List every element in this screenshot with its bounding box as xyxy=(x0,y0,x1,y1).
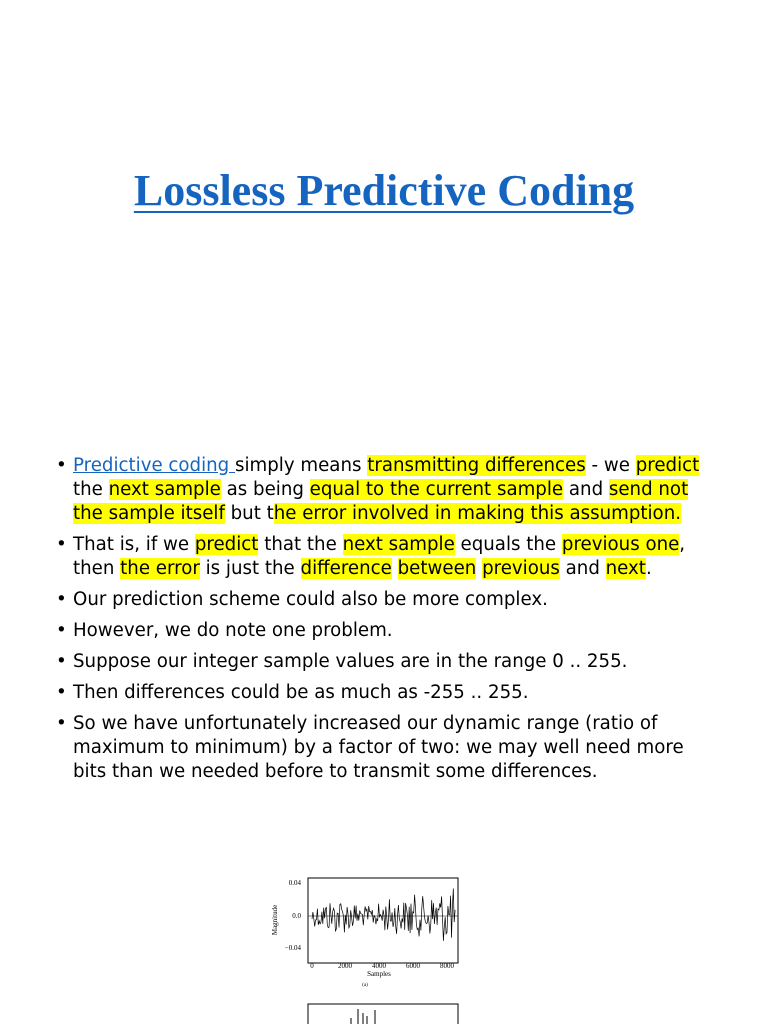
bullet-text: . xyxy=(645,558,652,579)
waveform-figure xyxy=(268,868,468,1024)
x-tick-label: 6000 xyxy=(406,962,420,970)
bullet-text: simply means xyxy=(235,455,368,476)
highlighted-text: next sample xyxy=(108,479,221,500)
bullet-text: Suppose our integer sample values are in the range 0 .. 255. xyxy=(73,651,628,672)
predictive-coding-link[interactable]: Predictive coding xyxy=(73,455,236,476)
bullet-text: and xyxy=(559,558,606,579)
x-axis-label: Samples xyxy=(367,970,391,978)
bullet-item xyxy=(56,533,716,581)
bullet-list xyxy=(56,454,716,791)
bullet-text: as being xyxy=(220,479,310,500)
bullet-text: equals the xyxy=(454,534,562,555)
bullet-text: Our prediction scheme could also be more complex. xyxy=(73,589,548,610)
bullet-item xyxy=(56,712,716,784)
bullet-text: but t xyxy=(224,503,274,524)
bullet-text: , then xyxy=(73,534,686,579)
bullet-item xyxy=(56,650,716,674)
y-axis-label: Magnitude xyxy=(271,904,279,936)
plot-frame xyxy=(308,878,458,963)
bullet-text: Then differences could be as much as -255 .. 255. xyxy=(73,682,529,703)
bullet-item xyxy=(56,681,716,705)
highlighted-text: send not the sample itself xyxy=(73,479,689,524)
bullet-text: That is, if we xyxy=(73,534,195,555)
y-tick-label: 0.0 xyxy=(292,912,301,920)
bullet-item xyxy=(56,619,716,643)
highlighted-text: equal to the current sample xyxy=(309,479,564,500)
highlighted-text: predict xyxy=(635,455,700,476)
x-tick-label: 2000 xyxy=(338,962,352,970)
highlighted-text: he error involved in making this assumption. xyxy=(273,503,681,524)
waveform-line xyxy=(312,889,455,941)
highlighted-text: next xyxy=(605,558,646,579)
figure-caption: (a) xyxy=(362,983,368,988)
bullet-text: - we xyxy=(585,455,636,476)
highlighted-text: between xyxy=(397,558,477,579)
bullet-text: and xyxy=(563,479,609,500)
highlighted-text: predict xyxy=(194,534,259,555)
highlighted-text: next sample xyxy=(342,534,455,555)
highlighted-text: previous one xyxy=(561,534,680,555)
second-plot-frame xyxy=(308,1004,458,1024)
highlighted-text: previous xyxy=(482,558,560,579)
x-tick-label: 0 xyxy=(310,962,314,970)
y-tick-label: −0.04 xyxy=(284,944,301,952)
highlighted-text: difference xyxy=(300,558,392,579)
bullet-text: the xyxy=(73,479,109,500)
x-tick-label: 4000 xyxy=(372,962,386,970)
slide-title: Lossless Predictive Coding xyxy=(133,166,635,215)
x-tick-label: 8000 xyxy=(440,962,454,970)
bullet-text: is just the xyxy=(199,558,301,579)
bullet-text xyxy=(392,558,398,579)
bullet-text: However, we do note one problem. xyxy=(73,620,393,641)
highlighted-text: the error xyxy=(120,558,200,579)
bullet-item xyxy=(56,588,716,612)
bullet-text: that the xyxy=(258,534,343,555)
highlighted-text: transmitting differences xyxy=(367,455,586,476)
bullet-item xyxy=(56,454,716,526)
bullet-text: So we have unfortunately increased our dynamic range (ratio of maximum to minimum) by a factor of two: we may well need more bits than we needed before to transmit some differences. xyxy=(73,713,684,782)
y-tick-label: 0.04 xyxy=(288,879,301,887)
